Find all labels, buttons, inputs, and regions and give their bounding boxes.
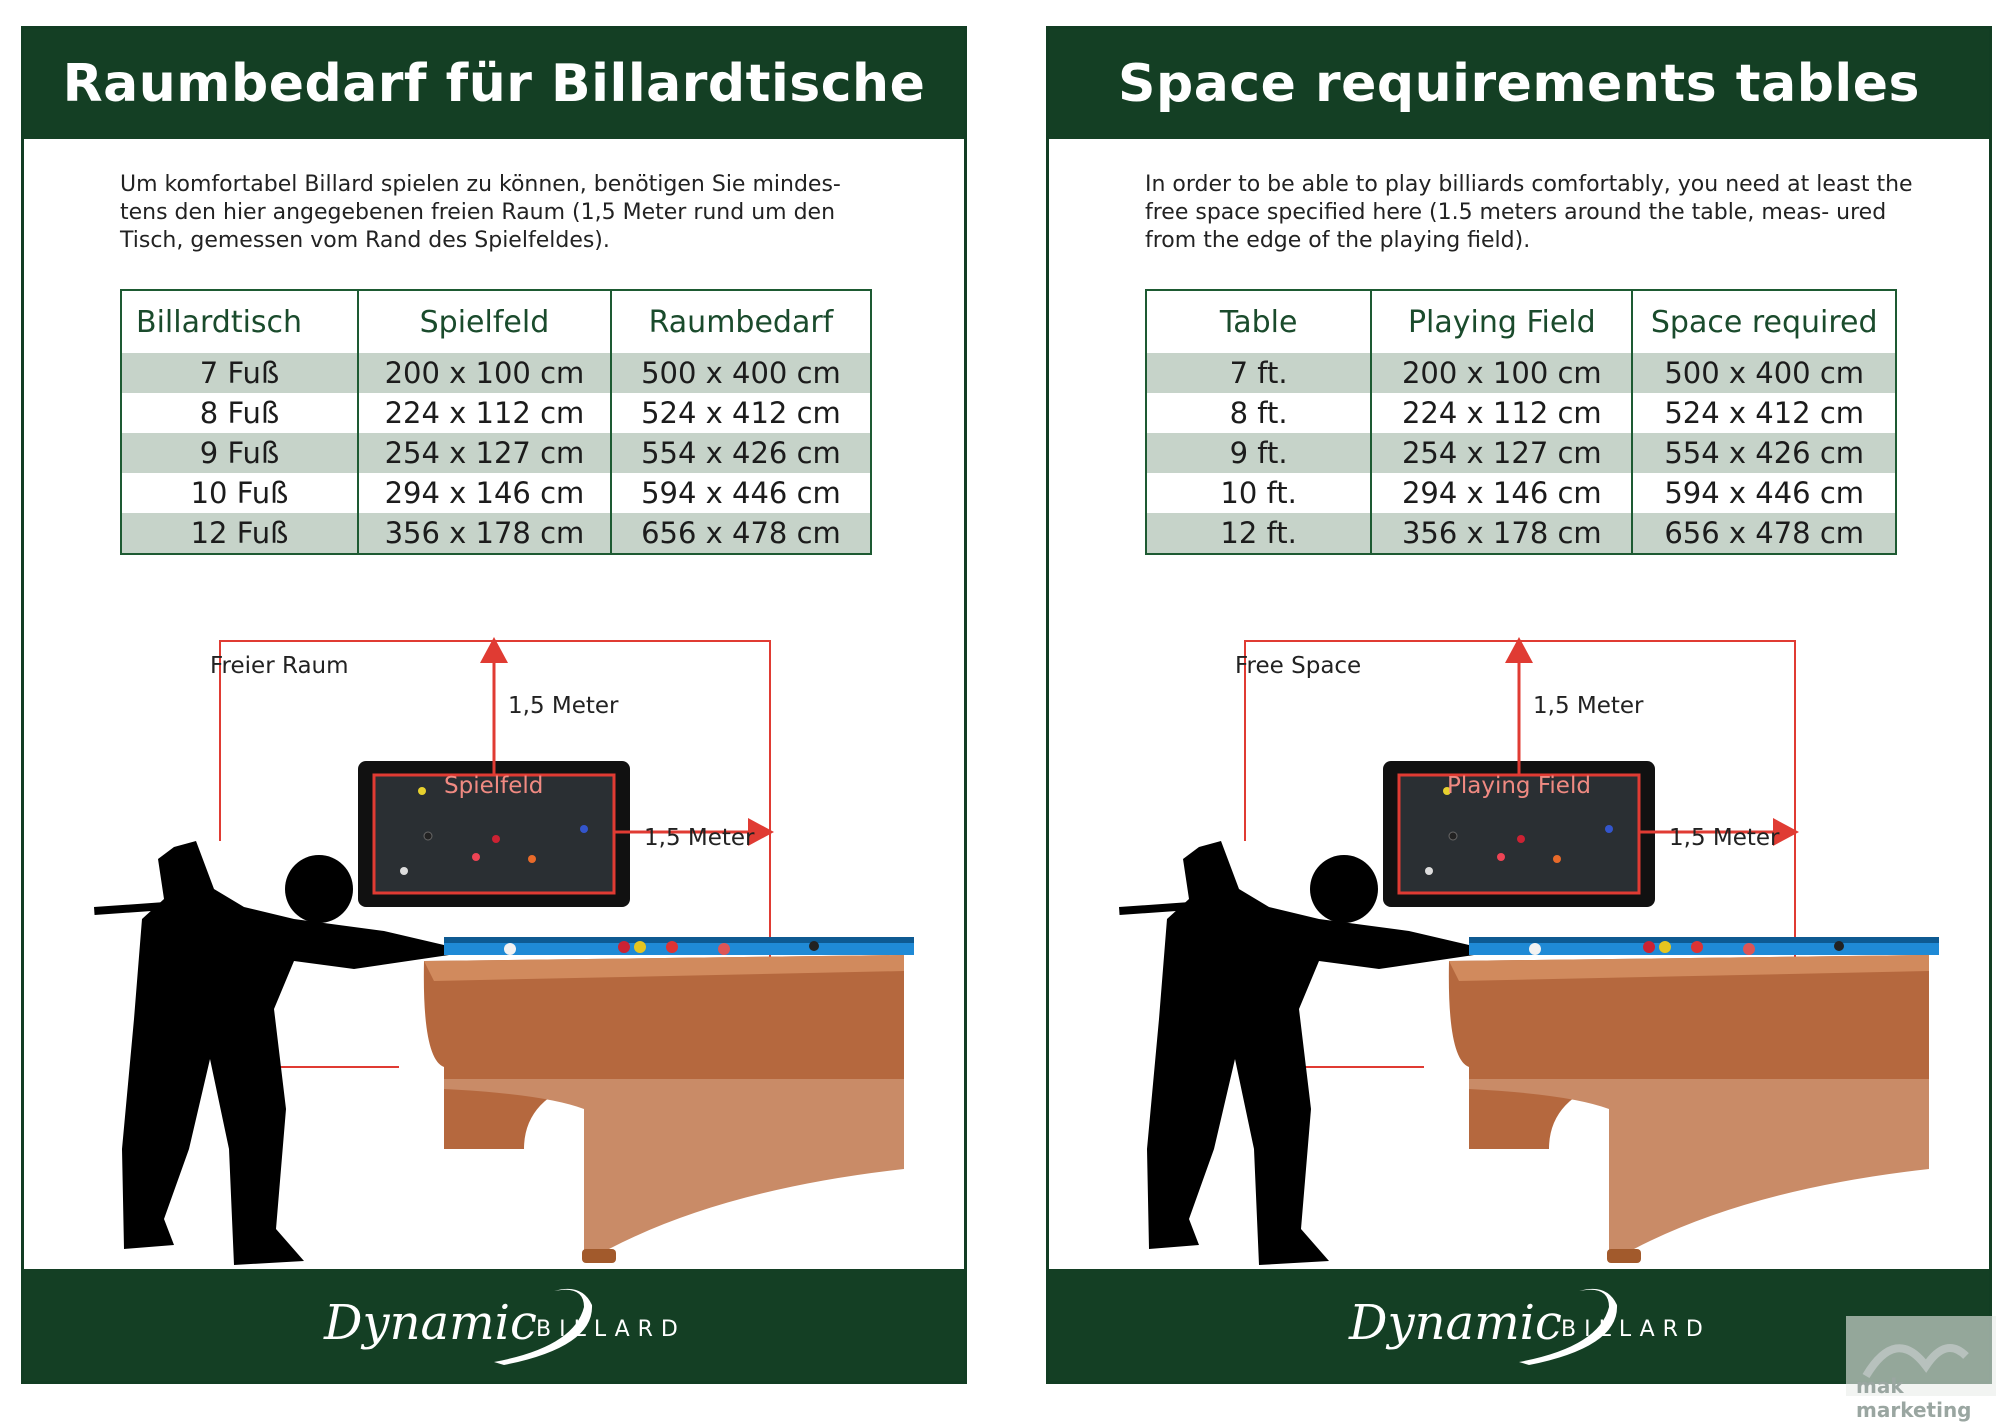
- cell-space: 500 x 400 cm: [1632, 353, 1896, 393]
- cell-size: 9 ft.: [1146, 433, 1371, 473]
- requirements-table: [1145, 289, 1897, 555]
- cell-size: 10 Fuß: [190, 476, 289, 510]
- meter-right-label: 1,5 Meter: [644, 825, 755, 851]
- ball-icon: [400, 867, 408, 875]
- ball-icon: [1449, 832, 1457, 840]
- space-diagram: [1049, 589, 1992, 1289]
- cell-field: 294 x 146 cm: [358, 473, 611, 513]
- playing-field-label: Playing Field: [1447, 773, 1591, 799]
- table-row: [121, 513, 871, 554]
- cell-space: 656 x 478 cm: [611, 513, 871, 554]
- cell-field: 254 x 127 cm: [1371, 433, 1632, 473]
- brand-script: Dynamic: [1349, 1295, 1562, 1351]
- brand-script: Dynamic: [324, 1295, 537, 1351]
- table-row: [1146, 353, 1896, 393]
- cell-space: 554 x 426 cm: [1632, 433, 1896, 473]
- cell-field: 356 x 178 cm: [358, 513, 611, 554]
- ball-icon: [418, 787, 426, 795]
- cell-size: 12 ft.: [1146, 513, 1371, 554]
- meter-right-label: 1,5 Meter: [1669, 825, 1780, 851]
- table-row: [121, 393, 871, 433]
- billiard-table: [424, 937, 914, 1263]
- cell-space: 554 x 426 cm: [611, 433, 871, 473]
- table-row: [121, 433, 871, 473]
- cell-size: 7 ft.: [1146, 353, 1371, 393]
- poster-english: [1046, 26, 1992, 1384]
- header-table-size: Billardtisch: [121, 290, 358, 353]
- footer-bar: [24, 1269, 964, 1381]
- cell-size: 8 Fuß: [199, 396, 280, 430]
- header-space-required: Space required: [1632, 290, 1896, 353]
- table-row: [121, 353, 871, 393]
- poster-title: Raumbedarf für Billardtische: [62, 54, 926, 114]
- requirements-table: [120, 289, 872, 555]
- cell-field: 200 x 100 cm: [1371, 353, 1632, 393]
- table-row: [1146, 513, 1896, 554]
- ball-icon: [492, 835, 500, 843]
- ball-icon: [472, 853, 480, 861]
- cell-field: 200 x 100 cm: [358, 353, 611, 393]
- free-space-label: Free Space: [1235, 653, 1362, 679]
- intro-text: In order to be able to play billiards comfortably, you need at least the free space specified here (1.5 meters around the table, meas- ured from the edge of the playing field).: [1145, 172, 1913, 253]
- table-row: [121, 473, 871, 513]
- billiard-table: [1449, 937, 1939, 1263]
- table-row: [1146, 433, 1896, 473]
- table-row: [1146, 393, 1896, 433]
- intro-text: Um komfortabel Billard spielen zu können, benötigen Sie mindes- tens den hier angegebenen freien Raum (1,5 Meter rund um den Tisch, gemessen vom Rand des Spielfeldes).: [120, 172, 841, 253]
- ball-icon: [424, 832, 432, 840]
- meter-top-label: 1,5 Meter: [1533, 693, 1644, 719]
- diagram-graphic: [24, 589, 967, 1289]
- cell-size: 8 ft.: [1229, 396, 1288, 430]
- cell-size: 9 Fuß: [121, 433, 358, 473]
- meter-top-label: 1,5 Meter: [508, 693, 619, 719]
- cell-space: 524 x 412 cm: [1632, 393, 1896, 433]
- ball-icon: [1425, 867, 1433, 875]
- cell-space: 524 x 412 cm: [611, 393, 871, 433]
- header-table-size: Table: [1146, 290, 1371, 353]
- cell-space: 594 x 446 cm: [1632, 473, 1896, 513]
- ball-icon: [1497, 853, 1505, 861]
- cell-field: 254 x 127 cm: [358, 433, 611, 473]
- header-bar: [24, 29, 964, 139]
- ball-icon: [1517, 835, 1525, 843]
- header-space-required: Raumbedarf: [611, 290, 871, 353]
- cell-space: 500 x 400 cm: [611, 353, 871, 393]
- cell-space: 656 x 478 cm: [1632, 513, 1896, 554]
- space-diagram: [24, 589, 967, 1289]
- cell-size: 10 ft.: [1220, 476, 1297, 510]
- poster-title: Space requirements tables: [1118, 54, 1920, 114]
- header-bar: [1049, 29, 1989, 139]
- poster-german: [21, 26, 967, 1384]
- cell-field: 224 x 112 cm: [358, 393, 611, 433]
- free-space-label: Freier Raum: [210, 653, 349, 679]
- watermark-text: mak marketing: [1856, 1374, 1972, 1422]
- cell-size: 7 Fuß: [121, 353, 358, 393]
- cell-field: 294 x 146 cm: [1371, 473, 1632, 513]
- cell-field: 356 x 178 cm: [1371, 513, 1632, 554]
- playing-field-label: Spielfeld: [444, 773, 544, 799]
- diagram-graphic: [1049, 589, 1992, 1289]
- ball-icon: [580, 825, 588, 833]
- cell-size: 12 Fuß: [121, 513, 358, 554]
- ball-icon: [528, 855, 536, 863]
- cell-field: 224 x 112 cm: [1371, 393, 1632, 433]
- header-playing-field: Spielfeld: [358, 290, 611, 353]
- table-row: [1146, 473, 1896, 513]
- brand-word: BILLARD: [1561, 1317, 1711, 1342]
- brand-word: BILLARD: [536, 1317, 686, 1342]
- header-playing-field: Playing Field: [1371, 290, 1632, 353]
- cell-space: 594 x 446 cm: [611, 473, 871, 513]
- ball-icon: [1553, 855, 1561, 863]
- ball-icon: [1605, 825, 1613, 833]
